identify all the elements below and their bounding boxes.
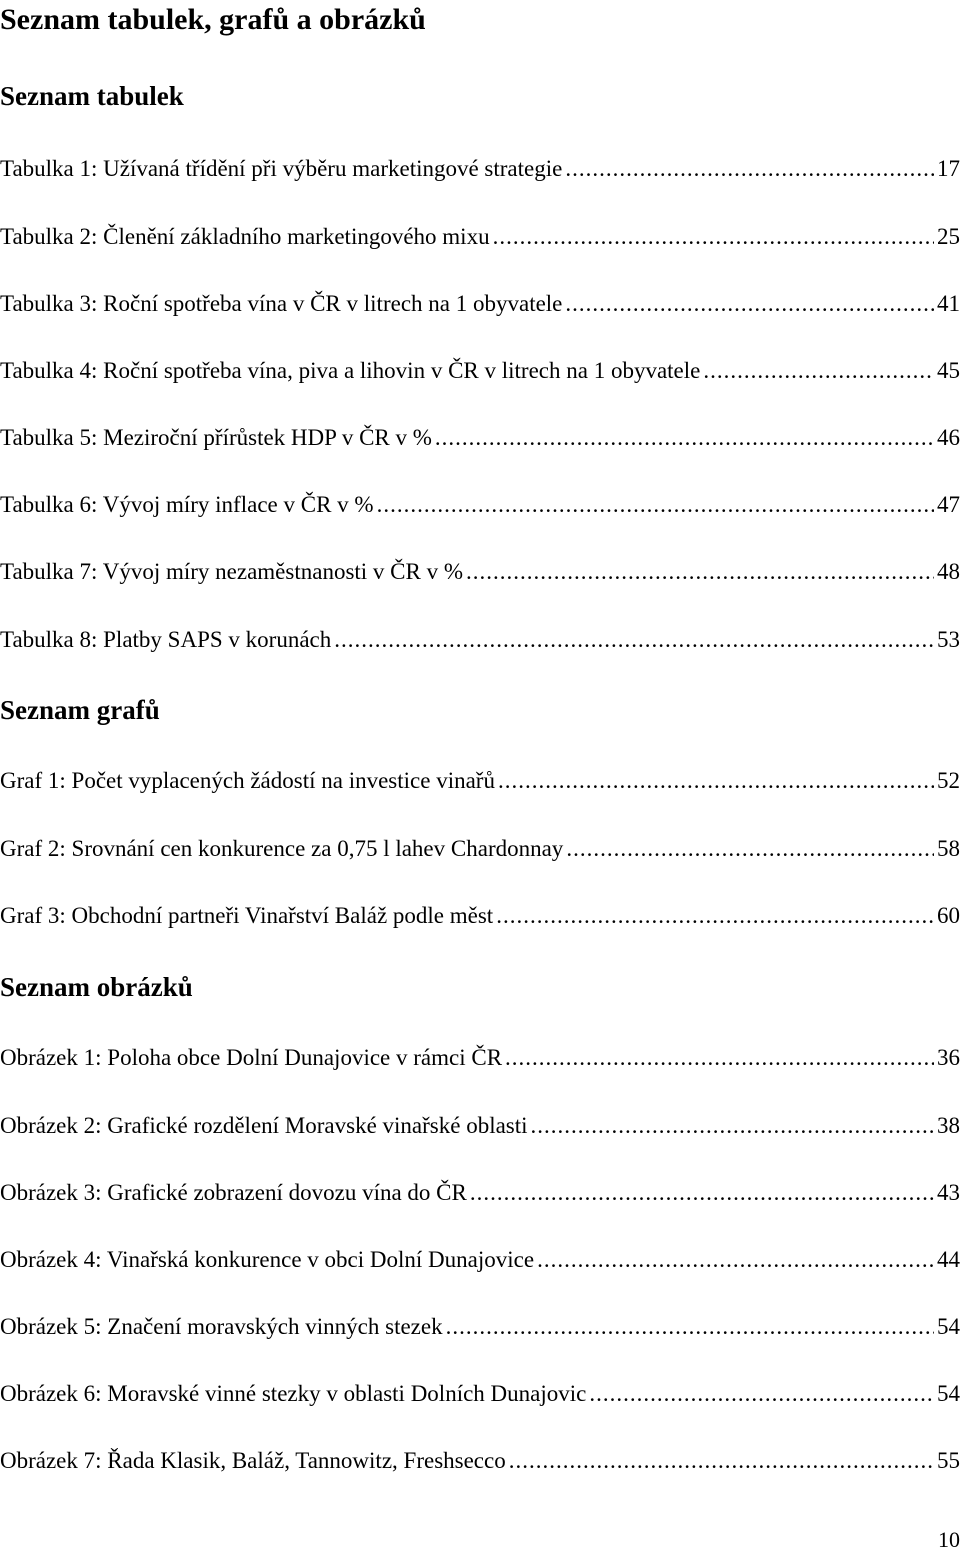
dot-leader bbox=[435, 423, 934, 453]
page-title: Seznam tabulek, grafů a obrázků bbox=[0, 3, 426, 36]
dot-leader bbox=[509, 1446, 934, 1476]
toc-entry-page: 43 bbox=[937, 1180, 960, 1205]
toc-entry-label: Tabulka 6: Vývoj míry inflace v ČR v % bbox=[0, 492, 374, 517]
toc-entry-image-6[interactable] bbox=[0, 1379, 960, 1409]
toc-entry-label: Tabulka 2: Členění základního marketingového mixu bbox=[0, 224, 490, 249]
toc-entry-table-2[interactable] bbox=[0, 222, 960, 252]
toc-entry-label: Tabulka 3: Roční spotřeba vína v ČR v litrech na 1 obyvatele bbox=[0, 291, 563, 316]
toc-entry-label: Tabulka 7: Vývoj míry nezaměstnanosti v ČR v % bbox=[0, 559, 464, 584]
dot-leader bbox=[377, 490, 934, 520]
dot-leader bbox=[446, 1312, 934, 1342]
toc-entry-table-4[interactable] bbox=[0, 356, 960, 386]
section-heading-tables: Seznam tabulek bbox=[0, 81, 184, 111]
section-heading-graphs: Seznam grafů bbox=[0, 695, 160, 725]
toc-entry-image-5[interactable] bbox=[0, 1312, 960, 1342]
dot-leader bbox=[493, 222, 934, 252]
toc-entry-page: 47 bbox=[937, 492, 960, 517]
toc-entry-label: Obrázek 4: Vinařská konkurence v obci Dolní Dunajovice bbox=[0, 1247, 535, 1272]
toc-entry-label: Tabulka 1: Užívaná třídění při výběru marketingové strategie bbox=[0, 156, 563, 181]
toc-entry-page: 58 bbox=[937, 836, 960, 861]
toc-entry-table-1[interactable] bbox=[0, 154, 960, 184]
toc-entry-table-6[interactable] bbox=[0, 490, 960, 520]
toc-entry-label: Obrázek 5: Značení moravských vinných stezek bbox=[0, 1314, 443, 1339]
toc-entry-page: 41 bbox=[937, 291, 960, 316]
toc-entry-label: Graf 2: Srovnání cen konkurence za 0,75 l lahev Chardonnay bbox=[0, 836, 564, 861]
toc-entry-label: Obrázek 6: Moravské vinné stezky v oblasti Dolních Dunajovic bbox=[0, 1381, 587, 1406]
toc-entry-image-3[interactable] bbox=[0, 1178, 960, 1208]
toc-entry-label: Tabulka 5: Meziroční přírůstek HDP v ČR v % bbox=[0, 425, 432, 450]
toc-entry-label: Obrázek 3: Grafické zobrazení dovozu vína do ČR bbox=[0, 1180, 467, 1205]
toc-entry-image-2[interactable] bbox=[0, 1111, 960, 1141]
toc-entry-page: 52 bbox=[937, 768, 960, 793]
dot-leader bbox=[470, 1178, 934, 1208]
toc-entry-page: 25 bbox=[937, 224, 960, 249]
toc-entry-page: 45 bbox=[937, 358, 960, 383]
toc-entry-page: 17 bbox=[937, 156, 960, 181]
toc-entry-label: Tabulka 8: Platby SAPS v korunách bbox=[0, 627, 332, 652]
dot-leader bbox=[537, 1245, 934, 1275]
dot-leader bbox=[565, 289, 934, 319]
dot-leader bbox=[703, 356, 934, 386]
dot-leader bbox=[589, 1379, 934, 1409]
dot-leader bbox=[566, 834, 934, 864]
toc-entry-label: Obrázek 2: Grafické rozdělení Moravské vinařské oblasti bbox=[0, 1113, 528, 1138]
toc-entry-page: 53 bbox=[937, 627, 960, 652]
dot-leader bbox=[496, 901, 934, 931]
toc-entry-page: 55 bbox=[937, 1448, 960, 1473]
dot-leader bbox=[565, 154, 934, 184]
dot-leader bbox=[531, 1111, 934, 1141]
page-number: 10 bbox=[938, 1527, 960, 1552]
toc-entry-label: Tabulka 4: Roční spotřeba vína, piva a lihovin v ČR v litrech na 1 obyvatele bbox=[0, 358, 701, 383]
toc-entry-table-3[interactable] bbox=[0, 289, 960, 319]
toc-entry-graph-2[interactable] bbox=[0, 834, 960, 864]
section-heading-images: Seznam obrázků bbox=[0, 972, 193, 1002]
toc-entry-page: 36 bbox=[937, 1045, 960, 1070]
toc-entry-table-5[interactable] bbox=[0, 423, 960, 453]
toc-entry-page: 46 bbox=[937, 425, 960, 450]
dot-leader bbox=[498, 766, 934, 796]
toc-entry-page: 44 bbox=[937, 1247, 960, 1272]
toc-entry-label: Obrázek 1: Poloha obce Dolní Dunajovice v rámci ČR bbox=[0, 1045, 503, 1070]
toc-entry-label: Graf 3: Obchodní partneři Vinařství Baláž podle měst bbox=[0, 903, 494, 928]
toc-entry-image-1[interactable] bbox=[0, 1043, 960, 1073]
toc-entry-table-7[interactable] bbox=[0, 557, 960, 587]
toc-entry-graph-1[interactable] bbox=[0, 766, 960, 796]
toc-entry-image-4[interactable] bbox=[0, 1245, 960, 1275]
toc-entry-table-8[interactable] bbox=[0, 625, 960, 655]
toc-entry-page: 54 bbox=[937, 1314, 960, 1339]
toc-entry-page: 54 bbox=[937, 1381, 960, 1406]
toc-entry-page: 60 bbox=[937, 903, 960, 928]
toc-entry-page: 38 bbox=[937, 1113, 960, 1138]
dot-leader bbox=[334, 625, 934, 655]
dot-leader bbox=[505, 1043, 934, 1073]
toc-entry-label: Graf 1: Počet vyplacených žádostí na investice vinařů bbox=[0, 768, 495, 793]
toc-entry-page: 48 bbox=[937, 559, 960, 584]
toc-entry-graph-3[interactable] bbox=[0, 901, 960, 931]
toc-entry-image-7[interactable] bbox=[0, 1446, 960, 1476]
dot-leader bbox=[466, 557, 934, 587]
toc-entry-label: Obrázek 7: Řada Klasik, Baláž, Tannowitz, Freshsecco bbox=[0, 1448, 506, 1473]
